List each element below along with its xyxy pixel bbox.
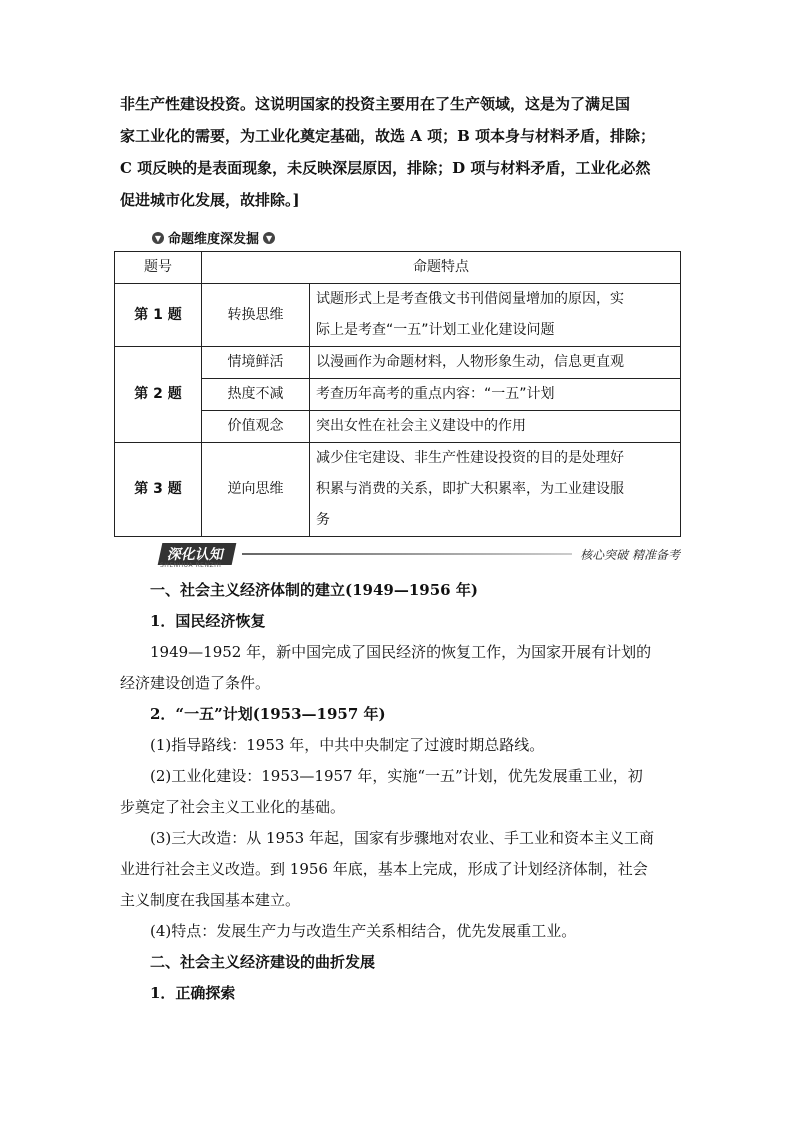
banner-pinyin: SHENHUA RENZHI (160, 562, 222, 569)
table-row (115, 284, 681, 347)
question-label: 第 3 题 (115, 443, 202, 537)
subsection-heading: 1．国民经济恢复 (150, 612, 266, 630)
feature-line: 际上是考查“一五”计划工业化建设问题 (316, 322, 555, 338)
banner-divider (242, 553, 572, 555)
explanation-line: C 项反映的是表面现象，未反映深层原因，排除；D 项与材料矛盾，工业化必然 (120, 159, 651, 177)
col-header-features: 命题特点 (202, 252, 681, 284)
banner-title: 深化认知 (158, 543, 237, 565)
feature-line: 减少住宅建设、非生产性建设投资的目的是处理好 (316, 450, 624, 466)
col-header-question: 题号 (115, 252, 202, 284)
section-banner (160, 542, 680, 569)
explanation-line: 非生产性建设投资。这说明国家的投资主要用在了生产领域，这是为了满足国 (120, 95, 631, 113)
dims-header-text: 命题维度深发掘 (168, 232, 260, 247)
feature-line: 积累与消费的关系，即扩大积累率，为工业建设服 (316, 481, 624, 497)
paragraph: (2)工业化建设：1953—1957 年，实施“一五”计划，优先发展重工业，初 (150, 767, 643, 785)
feature-cell: 以漫画作为命题材料，人物形象生动，信息更直观 (310, 347, 681, 379)
subsection-heading: 2．“一五”计划(1953—1957 年) (150, 705, 386, 723)
dimension-cell: 价值观念 (202, 411, 310, 443)
dimension-cell: 转换思维 (202, 284, 310, 347)
paragraph: (3)三大改造：从 1953 年起，国家有步骤地对农业、手工业和资本主义工商 (150, 829, 654, 847)
paragraph: (1)指导路线：1953 年，中共中央制定了过渡时期总路线。 (150, 736, 545, 754)
subsection-heading: 1．正确探索 (150, 984, 236, 1002)
chevron-down-icon: ▼ (152, 232, 164, 244)
feature-line: 务 (316, 512, 330, 528)
paragraph: 1949—1952 年，新中国完成了国民经济的恢复工作，为国家开展有计划的 (150, 643, 652, 661)
table-row (115, 347, 681, 379)
paragraph: 经济建设创造了条件。 (120, 674, 271, 692)
paragraph: 主义制度在我国基本建立。 (120, 891, 301, 909)
table-header-row (115, 252, 681, 284)
section-heading: 一、社会主义经济体制的建立(1949—1956 年) (150, 581, 478, 599)
section-heading: 二、社会主义经济建设的曲折发展 (150, 953, 376, 971)
dimension-cell: 热度不减 (202, 379, 310, 411)
feature-cell: 考查历年高考的重点内容：“一五”计划 (310, 379, 681, 411)
dimension-cell: 情境鲜活 (202, 347, 310, 379)
table-row (115, 443, 681, 537)
chevron-down-icon: ▼ (263, 232, 275, 244)
explanation-line: 家工业化的需要，为工业化奠定基础，故选 A 项；B 项本身与材料矛盾，排除； (120, 127, 655, 145)
feature-line: 试题形式上是考查俄文书刊借阅量增加的原因，实 (316, 291, 624, 307)
paragraph: (4)特点：发展生产力与改造生产关系相结合，优先发展重工业。 (150, 922, 577, 940)
dims-header (152, 228, 275, 247)
paragraph: 业进行社会主义改造。到 1956 年底，基本上完成，形成了计划经济体制，社会 (120, 860, 648, 878)
answer-explanation (120, 88, 678, 216)
feature-cell (310, 443, 681, 537)
question-label: 第 1 题 (115, 284, 202, 347)
dimension-cell: 逆向思维 (202, 443, 310, 537)
explanation-line: 促进城市化发展，故排除。] (120, 191, 300, 209)
feature-cell (310, 284, 681, 347)
paragraph: 步奠定了社会主义工业化的基础。 (120, 798, 346, 816)
content-body (120, 575, 678, 1009)
banner-slogan: 核心突破 精准备考 (580, 547, 680, 562)
question-label: 第 2 题 (115, 347, 202, 443)
question-dimensions-table (114, 251, 681, 537)
feature-cell: 突出女性在社会主义建设中的作用 (310, 411, 681, 443)
